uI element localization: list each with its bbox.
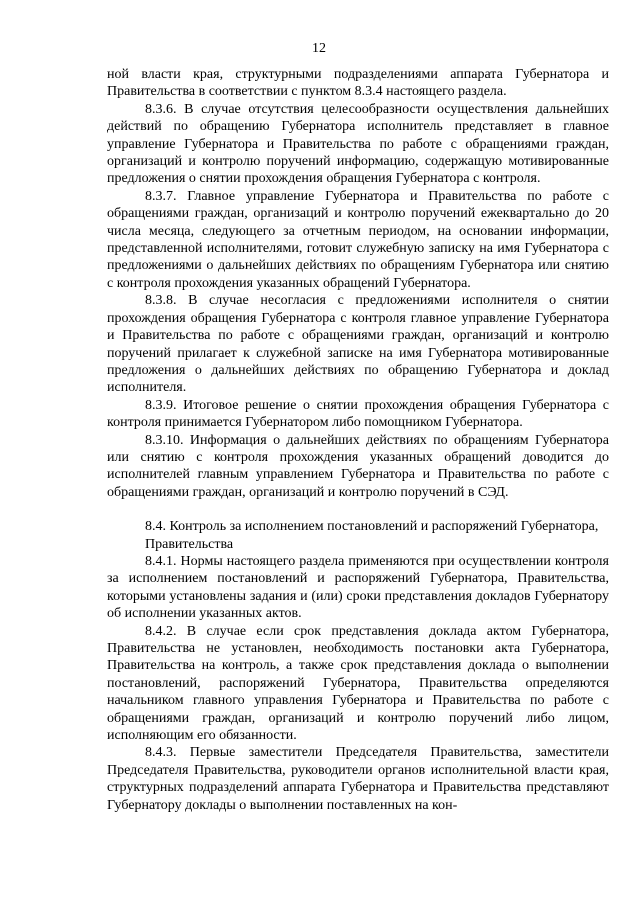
section-heading-8-4: 8.4. Контроль за исполнением постановлений и распоряжений Губернатора, Правительства (145, 519, 599, 552)
paragraph-8-3-10: 8.3.10. Информация о дальнейших действиях по обращениям Губернатора или снятию с контроля прохождения указанных обращений доводится до исполнителей главным управлением Губернатора и Правительства по работе с обращениями граждан, организаций и контролю поручений в СЭД. (107, 432, 609, 500)
paragraph-8-3-8: 8.3.8. В случае несогласия с предложениями исполнителя о снятии прохождения обращения Губернатора с контроля главное управление Губернатора и Правительства по работе с обращениями граждан, организаций и контролю поручений прилагает к служебной записке на имя Губернатора мотивированные предложения о дальнейших действиях по обращению Губернатора и доклад исполнителя. (107, 293, 609, 396)
paragraph-continuation: ной власти края, структурными подразделениями аппарата Губернатора и Правительства в соответствии с пунктом 8.3.4 настоящего раздела. (107, 67, 609, 100)
document-body (107, 66, 609, 814)
page-number: 12 (312, 41, 326, 56)
paragraph-8-3-9: 8.3.9. Итоговое решение о снятии прохождения обращения Губернатора с контроля принимается Губернатором либо помощником Губернатора. (107, 397, 609, 431)
paragraph-8-4-3: 8.4.3. Первые заместители Председателя Правительства, заместители Председателя Правительства, руководители органов исполнительной власти края, структурных подразделений аппарата Губернатора и Правительства представляют Губернатору доклады о выполнении поставленных на кон- (107, 745, 609, 813)
paragraph-8-4-1: 8.4.1. Нормы настоящего раздела применяются при осуществлении контроля за исполнением постановлений и распоряжений Губернатора, Правительства, которыми установлены задания и (или) сроки представления докладов Губернатору об исполнении указанных актов. (107, 553, 609, 622)
paragraph-8-3-7: 8.3.7. Главное управление Губернатора и Правительства по работе с обращениями граждан, организаций и контролю поручений ежеквартально до 20 числа месяца, следующего за отчетным периодом, на основании информации, представленной исполнителями, готовит служебную записку на имя Губернатора с предложениями о дальнейших действиях по обращениям Губернатора или снятию с контроля прохождения указанных обращений Губернатора. (107, 188, 609, 291)
paragraph-8-4-2: 8.4.2. В случае если срок представления доклада актом Губернатора, Правительства не установлен, необходимость постановки акта Губернатора, Правительства на контроль, а также срок представления доклада о выполнении постановлений, распоряжений Губернатора, Правительства определяются начальником главного управления Губернатора и Правительства по работе с обращениями граждан, организаций и контролю поручений либо лицом, исполняющим его обязанности. (107, 623, 609, 744)
paragraph-8-3-6: 8.3.6. В случае отсутствия целесообразности осуществления дальнейших действий по обращению Губернатора исполнитель представляет в главное управление Губернатора и Правительства по работе с обращениями граждан, организаций и контролю поручений информацию, содержащую мотивированные предложения о снятии прохождения обращения Губернатора с контроля. (107, 101, 609, 187)
